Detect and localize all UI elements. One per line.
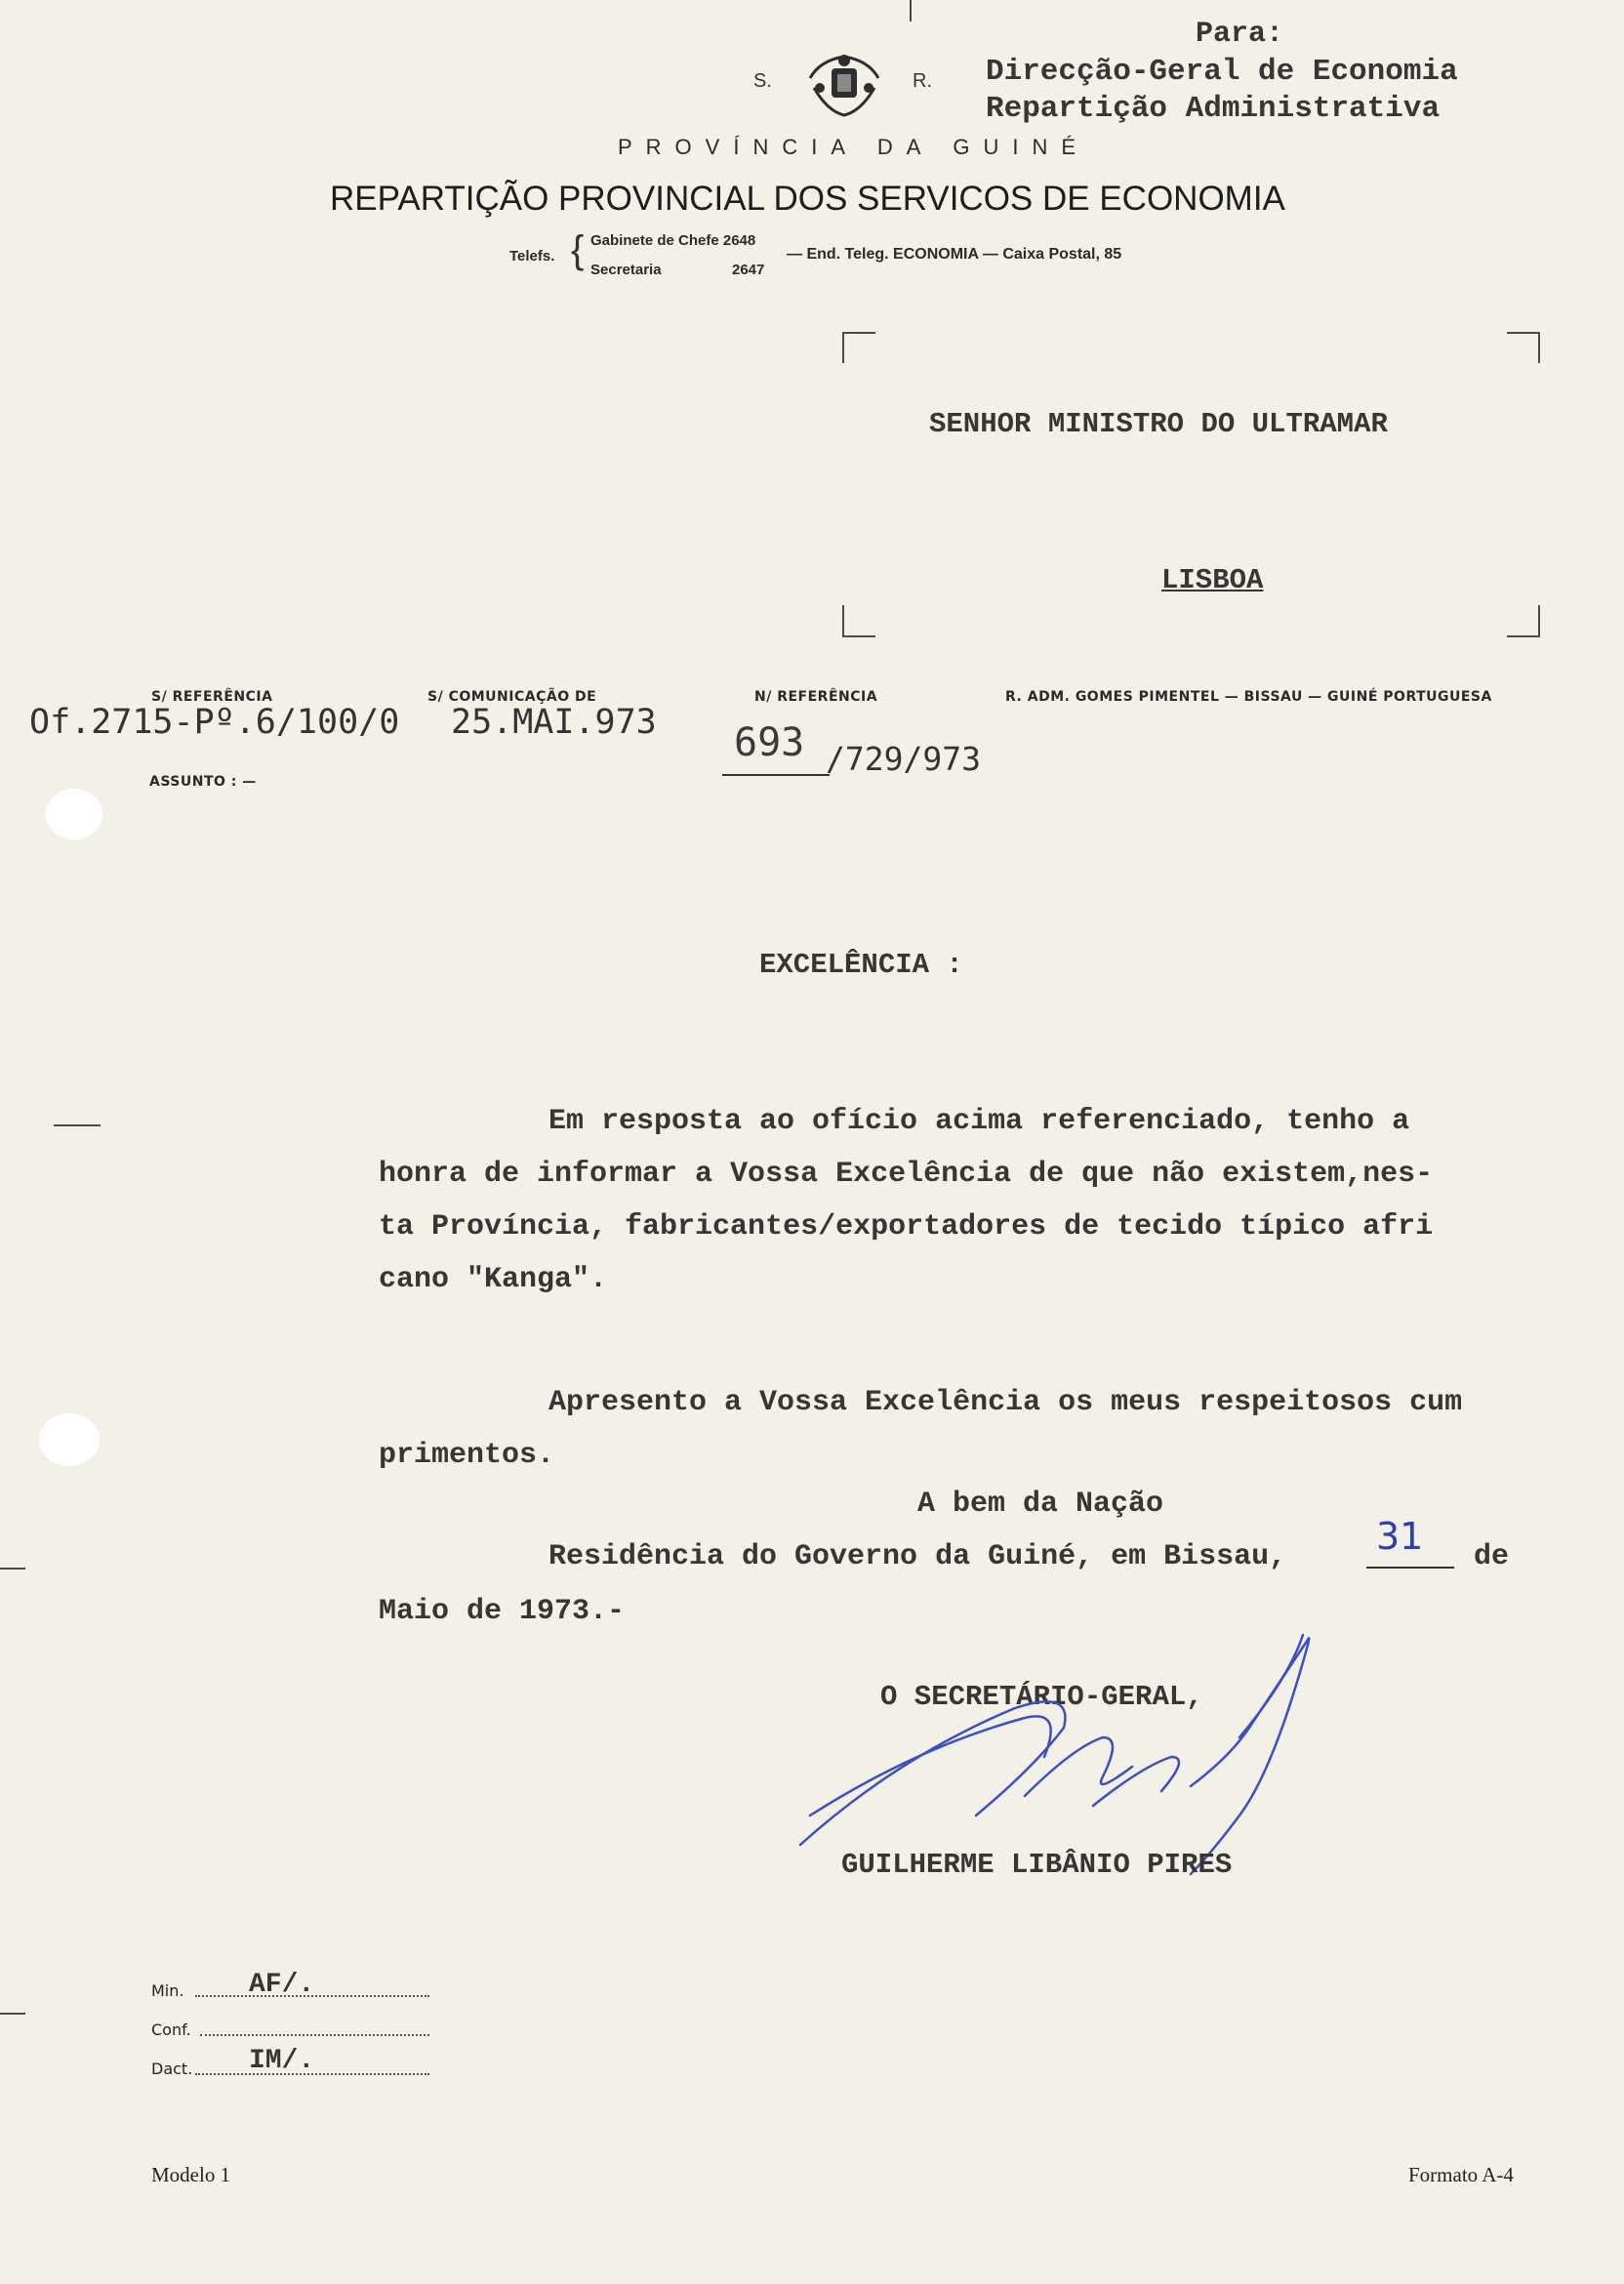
phone2-number: 2647 (732, 262, 765, 278)
conf-label: Conf. (151, 2020, 191, 2039)
s-ref-value: Of.2715-Pº.6/100/0 (29, 703, 400, 742)
place-suffix: de (1474, 1540, 1510, 1573)
signatory-title: O SECRETÁRIO-GERAL, (880, 1681, 1203, 1713)
margin-mark (54, 1124, 101, 1126)
model-label: Modelo 1 (151, 2163, 231, 2186)
handwritten-day: 31 (1376, 1515, 1424, 1558)
recipient-name: SENHOR MINISTRO DO ULTRAMAR (929, 408, 1388, 440)
salutation: EXCELÊNCIA : (759, 949, 963, 981)
brace: { (571, 228, 585, 271)
letterhead-s: S. (753, 70, 772, 92)
n-ref-underline (722, 774, 830, 776)
recipient-city: LISBOA (1161, 564, 1264, 596)
s-com-value: 25.MAI.973 (451, 703, 657, 742)
coat-of-arms-icon (800, 49, 888, 121)
min-label: Min. (151, 1981, 184, 2000)
corner-br-h (1507, 635, 1540, 637)
phone2-label: Secretaria (590, 262, 662, 278)
day-underline (1366, 1567, 1454, 1569)
format-label: Formato A-4 (1408, 2163, 1514, 2186)
para1-line4: cano "Kanga". (379, 1263, 608, 1296)
corner-tl-h (842, 332, 875, 334)
s-ref-label: S/ REFERÊNCIA (151, 689, 273, 705)
routing-line2: Repartição Administrativa (986, 92, 1441, 126)
closing: A bem da Nação (917, 1488, 1164, 1521)
punch-hole-bottom (39, 1413, 100, 1466)
para1-line2: honra de informar a Vossa Excelência de que não existem,nes- (379, 1158, 1434, 1191)
n-ref-value: /729/973 (826, 740, 981, 778)
punch-hole-top (46, 789, 102, 839)
place-line: Residência do Governo da Guiné, em Bissau, (548, 1540, 1287, 1573)
signatory-name: GUILHERME LIBÂNIO PIRES (841, 1849, 1233, 1881)
top-fold-mark (910, 0, 912, 21)
para2-line1: Apresento a Vossa Excelência os meus respeitosos cum (548, 1386, 1463, 1419)
assunto-label: ASSUNTO : — (149, 774, 257, 790)
address-line: — End. Teleg. ECONOMIA — Caixa Postal, 85 (787, 246, 1122, 263)
para2-line2: primentos. (379, 1439, 555, 1472)
corner-bl-h (842, 635, 875, 637)
corner-tr-h (1507, 332, 1540, 334)
edge-mark-2 (0, 2013, 25, 2015)
letterhead-r: R. (913, 70, 932, 92)
corner-br-v (1538, 605, 1540, 636)
s-com-label: S/ COMUNICAÇÃO DE (427, 689, 597, 705)
corner-tr-v (1538, 332, 1540, 363)
routing-line1: Direcção-Geral de Economia (986, 55, 1458, 89)
phone1: Gabinete de Chefe 2648 (590, 232, 756, 249)
date-line: Maio de 1973.- (379, 1595, 626, 1628)
n-ref-label: N/ REFERÊNCIA (754, 689, 878, 705)
conf-dotline (200, 2034, 429, 2036)
sender-address: R. ADM. GOMES PIMENTEL — BISSAU — GUINÉ PORTUGUESA (1005, 689, 1492, 705)
handwritten-signature (781, 1620, 1347, 1884)
corner-tl-v (842, 332, 844, 363)
dact-label: Dact. (151, 2060, 193, 2078)
edge-mark-1 (0, 1568, 25, 1570)
min-value: AF/. (249, 1970, 315, 2000)
telefs-label: Telefs. (509, 248, 555, 265)
dact-value: IM/. (249, 2046, 315, 2076)
para1-line1: Em resposta ao ofício acima referenciado, tenho a (548, 1105, 1410, 1138)
n-ref-number: 693 (734, 720, 805, 765)
para1-line3: ta Província, fabricantes/exportadores de tecido típico afri (379, 1210, 1434, 1244)
routing-para-label: Para: (1196, 18, 1284, 51)
office-title: REPARTIÇÃO PROVINCIAL DOS SERVICOS DE ECONOMIA (330, 180, 1285, 218)
corner-bl-v (842, 605, 844, 636)
province-title: PROVÍNCIA DA GUINÉ (618, 135, 1090, 159)
